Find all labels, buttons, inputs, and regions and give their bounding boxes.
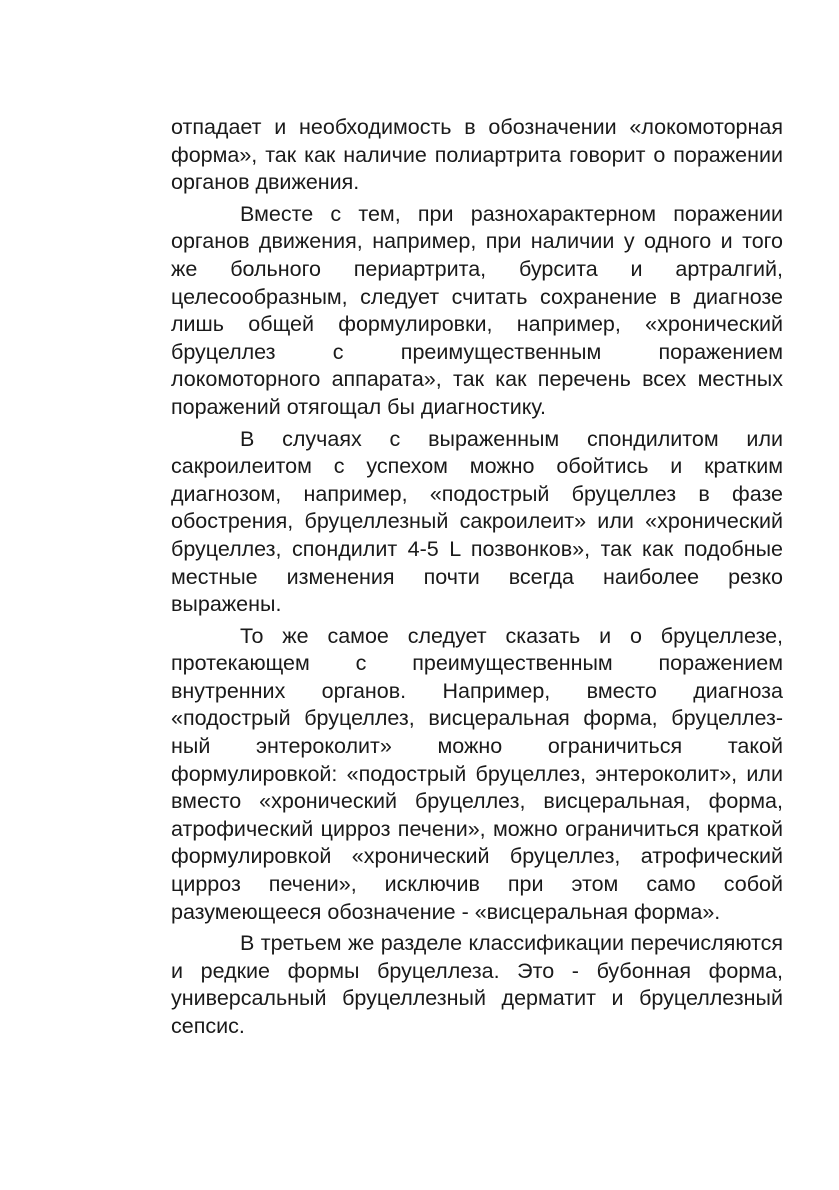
paragraph-4: То же самое следует сказать и о бруцеллезе, протекающем с преимущественным поражением внутренних органов. Например, вместо диагноза «подострый бруцеллез, висцеральная форма, бруцеллезный энтероколит» можно ограничиться такой формулировкой: «подострый бруцеллез, энтероколит», или вместо «хронический бруцеллез, висцеральная, форма, атрофический цирроз печени», можно ограничиться краткой формулировкой «хронический бруцеллез, атрофический цирроз печени», исключив при этом само собой разумеющееся обозначение - «висцеральная форма». xyxy=(171,623,783,924)
document-page xyxy=(171,114,783,1045)
paragraph-1: отпадает и необходимость в обозначении «локомоторная форма», так как наличие полиартрита говорит о поражении органов движения. xyxy=(171,115,783,195)
paragraph-5: В третьем же разделе классификации перечисляются и редкие формы бруцеллеза. Это - бубонная форма, универсальный бруцеллезный дерматит и бруцеллезный сепсис. xyxy=(171,931,783,1038)
paragraph-3: В случаях с выраженным спондилитом или сакроилеитом с успехом можно обойтись и кратким диагнозом, например, «подострый бруцеллез в фазе обострения, бруцеллезный сакроилеит» или «хронический бруцеллез, спондилит 4-5 L позвонков», так как подобные местные изменения почти всегда наиболее резко выражены. xyxy=(171,426,783,617)
paragraph-2: Вместе с тем, при разнохарактерном поражении органов движения, например, при наличии у одного и того же больного периартрита, бурсита и артралгий, целесообразным, следует считать сохранение в диагнозе лишь общей формулировки, например, «хронический бруцеллез с преимущественным поражением локомоторного аппарата», так как перечень всех местных поражений отягощал бы диагностику. xyxy=(171,201,783,419)
